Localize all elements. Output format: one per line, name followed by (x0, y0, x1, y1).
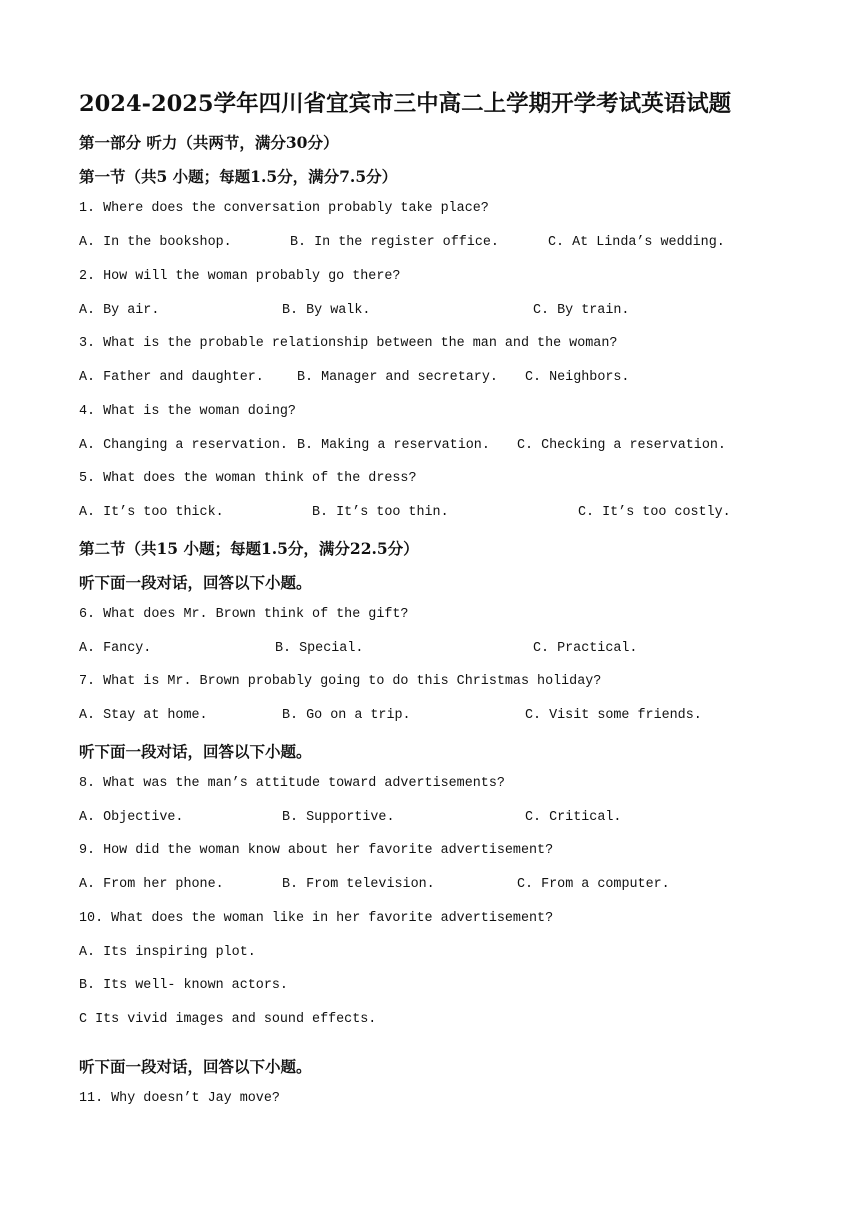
option-4b: B. Making a reservation. (297, 438, 490, 453)
option-3c: C. Neighbors. (525, 370, 630, 385)
question-5: 5. What does the woman think of the dress? (79, 471, 417, 486)
option-2b: B. By walk. (282, 303, 371, 318)
option-1b: B. In the register office. (290, 235, 499, 250)
listen-prompt-2: 听下面一段对话，回答以下小题。 (79, 742, 312, 761)
question-4: 4. What is the woman doing? (79, 404, 296, 419)
page-title: 2024-2025学年四川省宜宾市三中高二上学期开学考试英语试题 (79, 91, 732, 117)
option-10b: B. Its well- known actors. (79, 978, 288, 993)
option-4a: A. Changing a reservation. (79, 438, 288, 453)
section2-heading: 第二节（共15 小题；每题1.5分，满分22.5分） (79, 539, 419, 558)
question-7: 7. What is Mr. Brown probably going to do this Christmas holiday? (79, 674, 602, 689)
section1-heading: 第一节（共5 小题；每题1.5分，满分7.5分） (79, 167, 398, 186)
option-1a: A. In the bookshop. (79, 235, 232, 250)
question-1: 1. Where does the conversation probably take place? (79, 201, 489, 216)
option-9b: B. From television. (282, 877, 435, 892)
option-5b: B. It’s too thin. (312, 505, 449, 520)
option-9c: C. From a computer. (517, 877, 670, 892)
question-6: 6. What does Mr. Brown think of the gift? (79, 607, 409, 622)
question-9: 9. How did the woman know about her favorite advertisement? (79, 843, 554, 858)
option-5a: A. It’s too thick. (79, 505, 224, 520)
option-8b: B. Supportive. (282, 810, 395, 825)
listen-prompt-3: 听下面一段对话，回答以下小题。 (79, 1057, 312, 1076)
option-2a: A. By air. (79, 303, 160, 318)
option-4c: C. Checking a reservation. (517, 438, 726, 453)
question-11: 11. Why doesn’t Jay move? (79, 1091, 280, 1106)
option-2c: C. By train. (533, 303, 630, 318)
option-9a: A. From her phone. (79, 877, 224, 892)
option-3b: B. Manager and secretary. (297, 370, 498, 385)
question-3: 3. What is the probable relationship between the man and the woman? (79, 336, 618, 351)
option-8a: A. Objective. (79, 810, 184, 825)
question-10: 10. What does the woman like in her favorite advertisement? (79, 911, 554, 926)
option-8c: C. Critical. (525, 810, 622, 825)
listen-prompt-1: 听下面一段对话，回答以下小题。 (79, 573, 312, 592)
option-6c: C. Practical. (533, 641, 638, 656)
option-1c: C. At Linda’s wedding. (548, 235, 725, 250)
option-6b: B. Special. (275, 641, 364, 656)
option-7b: B. Go on a trip. (282, 708, 411, 723)
option-10a: A. Its inspiring plot. (79, 945, 256, 960)
option-7c: C. Visit some friends. (525, 708, 702, 723)
question-8: 8. What was the man’s attitude toward advertisements? (79, 776, 505, 791)
option-5c: C. It’s too costly. (578, 505, 731, 520)
option-10c: C Its vivid images and sound effects. (79, 1012, 377, 1027)
part1-heading: 第一部分 听力（共两节，满分30分） (79, 133, 339, 152)
option-7a: A. Stay at home. (79, 708, 208, 723)
question-2: 2. How will the woman probably go there? (79, 269, 401, 284)
option-6a: A. Fancy. (79, 641, 152, 656)
option-3a: A. Father and daughter. (79, 370, 264, 385)
